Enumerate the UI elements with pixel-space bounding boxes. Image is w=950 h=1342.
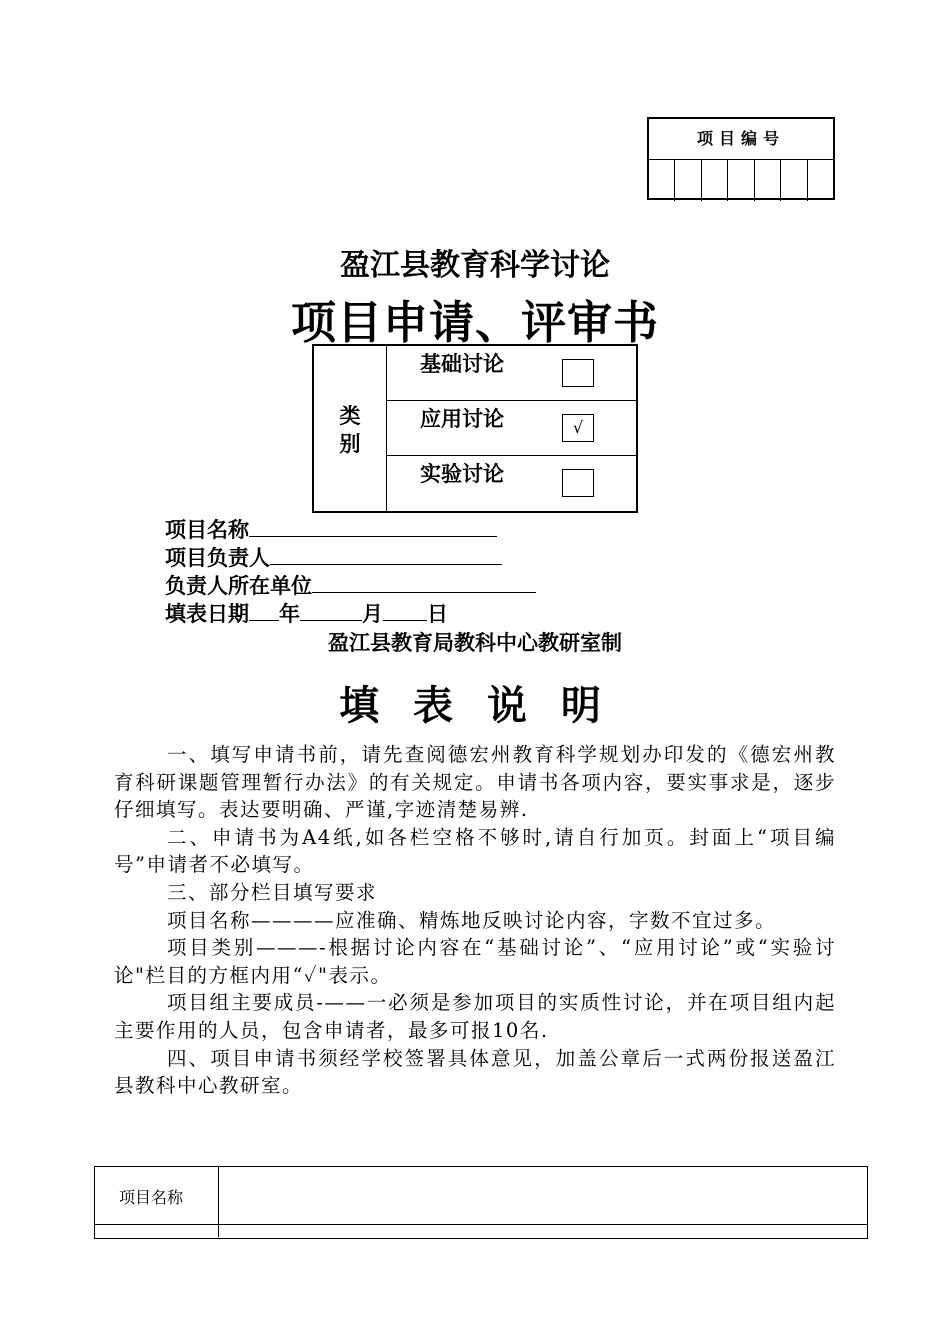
field-leader-unit [165,570,536,600]
year-input-line[interactable] [249,598,279,621]
project-number-cell[interactable] [755,160,781,201]
project-number-cell[interactable] [781,160,807,201]
category-label-char: 别 [339,432,361,456]
instructions-body [114,741,836,1100]
category-row-applied [386,401,636,456]
project-leader-input-line[interactable] [270,542,502,565]
field-label: 填表日期 [165,602,249,626]
category-label-cell [314,346,387,511]
instruction-paragraph: 四、项目申请书须经学校签署具体意见，加盖公章后一式两份报送盈江县教科中心教研室。 [114,1046,836,1098]
category-checkbox-applied[interactable]: √ [562,414,594,442]
project-number-cells [649,160,833,201]
instruction-paragraph: 项目类别———-根据讨论内容在“基础讨论”、“应用讨论”或“实验讨论"栏目的方框内用“✓"表示。 [114,936,836,987]
project-name-input-line[interactable] [249,514,497,537]
field-project-leader [165,542,502,572]
table-label-cell [95,1167,219,1237]
month-label: 月 [362,602,383,626]
leader-unit-input-line[interactable] [312,570,536,593]
project-number-cell[interactable] [649,160,675,201]
category-checkbox-experimental[interactable] [562,469,594,497]
project-number-cell[interactable] [702,160,728,201]
field-label: 项目名称 [165,518,249,542]
project-number-cell[interactable] [675,160,701,201]
project-info-table [94,1166,868,1239]
category-option-label: 实验讨论 [420,462,504,486]
category-table [312,344,638,513]
instructions-heading: 填 表 说 明 [339,682,611,729]
year-label: 年 [279,602,300,626]
project-number-box [647,117,835,200]
project-number-label: 项目编号 [649,119,833,160]
table-row-label: 项目名称 [119,1188,184,1207]
instruction-paragraph: 三、部分栏目填写要求 [167,880,378,904]
field-fill-date [165,598,448,628]
project-number-cell[interactable] [808,160,833,201]
day-label: 日 [427,602,448,626]
instruction-paragraph: 项目组主要成员-——一必须是参加项目的实质性讨论，并在项目组内起主要作用的人员，包含申请者，最多可报10名. [114,991,836,1042]
project-number-cell[interactable] [728,160,754,201]
category-checkbox-basic[interactable] [562,359,594,387]
category-option-label: 基础讨论 [420,352,504,376]
field-project-name [165,514,497,544]
category-label-char: 类 [339,404,361,428]
category-row-experimental [386,456,636,511]
category-option-label: 应用讨论 [420,407,504,431]
day-input-line[interactable] [383,598,427,621]
issuer-line: 盈江县教育局教科中心教研室制 [328,631,622,655]
instruction-paragraph: 一、填写申请书前，请先查阅德宏州教育科学规划办印发的《德宏州教育科研课题管理暂行办法》的有关规定。申请书各项内容，要实事求是，逐步仔细填写。表达要明确、严谨,字迹清楚易辨. [114,743,836,822]
instruction-paragraph: 项目名称————应准确、精炼地反映讨论内容，字数不宜过多。 [167,908,777,932]
field-label: 负责人所在单位 [165,574,312,598]
project-name-table-input[interactable] [219,1167,867,1224]
category-row-basic [386,346,636,401]
document-title-line1: 盈江县教育科学讨论 [340,248,610,283]
category-label [338,402,362,458]
instruction-paragraph: 二、申请书为A4纸,如各栏空格不够时,请自行加页。封面上“项目编号”申请者不必填写。 [114,825,836,877]
month-input-line[interactable] [300,598,362,621]
document-title-line2: 项目申请、评审书 [290,296,659,349]
field-label: 项目负责人 [165,546,270,570]
